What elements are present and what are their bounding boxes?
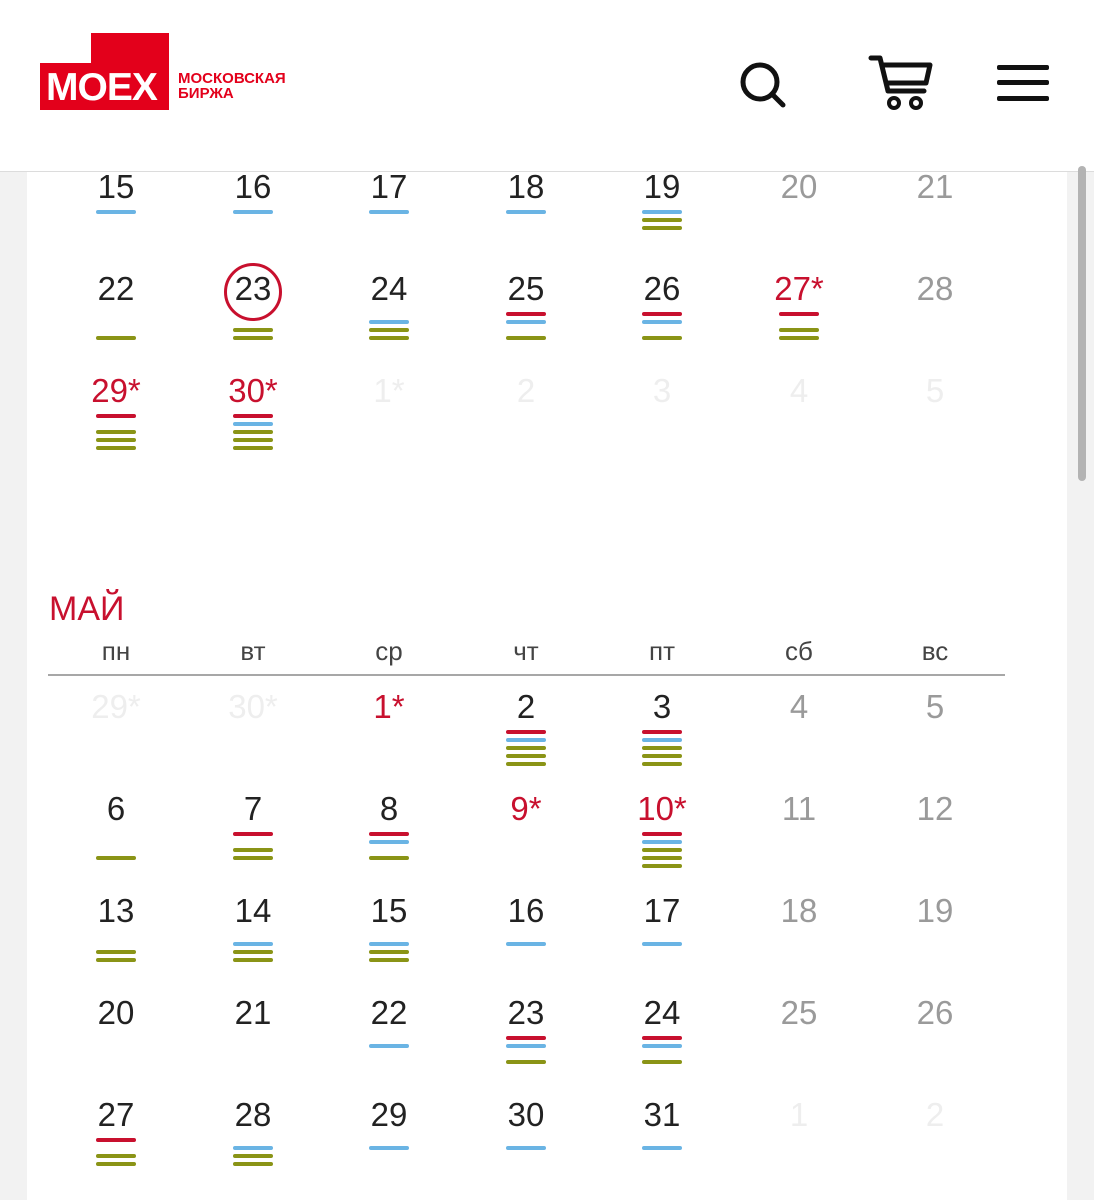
day-number: 20 [97, 994, 135, 1031]
month-title-may: МАЙ [49, 590, 125, 628]
red-event-marker [642, 1036, 682, 1040]
event-markers [506, 312, 546, 344]
calendar-day[interactable] [66, 993, 166, 1083]
event-markers [369, 832, 409, 864]
red-event-marker [233, 832, 273, 836]
event-markers [233, 832, 273, 864]
moex-logo[interactable] [40, 33, 169, 110]
event-markers [369, 934, 409, 966]
green-event-marker [506, 746, 546, 750]
green-event-marker [233, 336, 273, 340]
calendar-day[interactable] [476, 269, 576, 359]
green-event-marker [96, 1162, 136, 1166]
event-markers [642, 730, 682, 770]
green-event-marker [369, 856, 409, 860]
day-number: 31 [643, 1096, 681, 1133]
green-event-marker [642, 218, 682, 222]
green-event-marker [233, 1162, 273, 1166]
menu-icon[interactable] [996, 63, 1050, 103]
day-number: 1 [789, 1096, 809, 1133]
logo-subtitle [178, 71, 286, 101]
green-event-marker [369, 336, 409, 340]
green-event-marker [233, 856, 273, 860]
green-event-marker [642, 856, 682, 860]
event-markers [506, 934, 546, 950]
event-markers [369, 1138, 409, 1154]
calendar-day[interactable] [885, 269, 985, 359]
event-markers [233, 210, 273, 218]
calendar-day [612, 371, 712, 461]
day-number: 22 [370, 994, 408, 1031]
event-markers [506, 210, 546, 218]
day-number: 27* [774, 270, 824, 307]
green-event-marker [642, 336, 682, 340]
calendar-day[interactable] [749, 993, 849, 1083]
day-number: 17 [643, 892, 681, 929]
event-markers [96, 1138, 136, 1170]
day-number: 20 [780, 172, 818, 205]
day-number: 10* [637, 790, 687, 827]
calendar-day[interactable] [339, 687, 439, 777]
day-number: 4 [789, 372, 809, 409]
site-header [0, 0, 1094, 172]
calendar-day[interactable] [476, 1095, 576, 1185]
event-markers [233, 1138, 273, 1170]
day-number: 17 [370, 172, 408, 205]
green-event-marker [233, 328, 273, 332]
day-number: 26 [643, 270, 681, 307]
event-markers [369, 312, 409, 344]
day-number: 21 [916, 172, 954, 205]
event-markers [642, 1138, 682, 1154]
green-event-marker [233, 430, 273, 434]
search-icon[interactable] [738, 60, 788, 110]
day-number: 13 [97, 892, 135, 929]
blue-event-marker [96, 210, 136, 214]
event-markers [233, 312, 273, 344]
weekday-label: ср [375, 636, 403, 666]
green-event-marker [642, 848, 682, 852]
calendar-day[interactable] [476, 789, 576, 879]
calendar-day[interactable] [612, 993, 712, 1083]
day-number: 19 [643, 172, 681, 205]
event-markers [642, 210, 682, 234]
day-number: 24 [643, 994, 681, 1031]
red-event-marker [233, 414, 273, 418]
blue-event-marker [642, 840, 682, 844]
red-event-marker [506, 730, 546, 734]
calendar-day[interactable] [612, 1095, 712, 1185]
green-event-marker [96, 438, 136, 442]
day-number: 18 [507, 172, 545, 205]
day-number: 25 [780, 994, 818, 1031]
blue-event-marker [369, 1044, 409, 1048]
day-number: 1* [373, 688, 405, 725]
green-event-marker [96, 430, 136, 434]
event-markers [96, 832, 136, 864]
blue-event-marker [369, 320, 409, 324]
green-event-marker [369, 950, 409, 954]
calendar-day[interactable] [476, 891, 576, 981]
event-markers [642, 1036, 682, 1068]
blue-event-marker [506, 1044, 546, 1048]
event-markers [506, 1138, 546, 1154]
calendar-day [339, 371, 439, 461]
scrollbar-thumb[interactable] [1078, 166, 1086, 481]
day-number: 23 [507, 994, 545, 1031]
day-number: 15 [370, 892, 408, 929]
cart-icon[interactable] [868, 53, 934, 113]
calendar-day[interactable] [476, 172, 576, 257]
event-markers [506, 1036, 546, 1068]
calendar-day[interactable] [612, 269, 712, 359]
red-event-marker [506, 312, 546, 316]
day-number: 25 [507, 270, 545, 307]
weekday-label: вс [921, 636, 949, 666]
calendar-day[interactable] [203, 891, 303, 981]
calendar-day[interactable] [203, 993, 303, 1083]
day-number: 5 [925, 688, 945, 725]
green-event-marker [642, 226, 682, 230]
red-event-marker [642, 312, 682, 316]
calendar-day[interactable] [339, 1095, 439, 1185]
calendar-day[interactable] [339, 172, 439, 257]
green-event-marker [96, 446, 136, 450]
blue-event-marker [642, 210, 682, 214]
green-event-marker [233, 848, 273, 852]
blue-event-marker [233, 942, 273, 946]
calendar-day [885, 371, 985, 461]
blue-event-marker [506, 320, 546, 324]
day-number: 7 [243, 790, 263, 827]
day-number: 19 [916, 892, 954, 929]
blue-event-marker [233, 210, 273, 214]
calendar-day[interactable] [203, 1095, 303, 1185]
calendar-day [476, 371, 576, 461]
calendar-day[interactable] [203, 789, 303, 879]
event-markers [369, 210, 409, 218]
calendar-day[interactable] [749, 789, 849, 879]
calendar-day[interactable] [339, 993, 439, 1083]
green-event-marker [779, 328, 819, 332]
green-event-marker [369, 328, 409, 332]
weekday-label: чт [513, 636, 539, 666]
blue-event-marker [642, 1044, 682, 1048]
green-event-marker [233, 950, 273, 954]
green-event-marker [506, 336, 546, 340]
calendar-day[interactable] [66, 1095, 166, 1185]
red-event-marker [642, 730, 682, 734]
blue-event-marker [506, 942, 546, 946]
event-markers [642, 832, 682, 872]
calendar-day[interactable] [66, 371, 166, 461]
green-event-marker [506, 762, 546, 766]
green-event-marker [96, 950, 136, 954]
event-markers [642, 934, 682, 950]
red-event-marker [96, 414, 136, 418]
green-event-marker [642, 762, 682, 766]
calendar-day[interactable] [885, 687, 985, 777]
day-number: 1* [373, 372, 405, 409]
calendar-day [66, 687, 166, 777]
weekday-label: вт [240, 636, 266, 666]
day-number: 8 [379, 790, 399, 827]
green-event-marker [96, 958, 136, 962]
calendar-day[interactable] [749, 891, 849, 981]
calendar-day[interactable] [66, 891, 166, 981]
blue-event-marker [506, 1146, 546, 1150]
calendar-day[interactable] [749, 687, 849, 777]
blue-event-marker [506, 210, 546, 214]
calendar-day [885, 1095, 985, 1185]
green-event-marker [506, 754, 546, 758]
red-event-marker [369, 832, 409, 836]
green-event-marker [642, 1060, 682, 1064]
green-event-marker [506, 1060, 546, 1064]
green-event-marker [779, 336, 819, 340]
day-number: 9* [510, 790, 542, 827]
green-event-marker [233, 446, 273, 450]
calendar-day[interactable] [476, 687, 576, 777]
event-markers [233, 934, 273, 966]
calendar-day[interactable] [612, 891, 712, 981]
event-markers [506, 730, 546, 770]
logo-accent [91, 33, 169, 65]
day-number: 2 [925, 1096, 945, 1133]
calendar-day[interactable] [66, 269, 166, 359]
event-markers [642, 312, 682, 344]
day-number: 29* [91, 688, 141, 725]
blue-event-marker [369, 1146, 409, 1150]
weekday-label: пт [649, 636, 675, 666]
event-markers [96, 210, 136, 218]
day-number: 3 [652, 372, 672, 409]
blue-event-marker [233, 422, 273, 426]
red-event-marker [642, 832, 682, 836]
green-event-marker [96, 1154, 136, 1158]
red-event-marker [96, 1138, 136, 1142]
day-number: 30* [228, 372, 278, 409]
calendar-day[interactable] [203, 269, 303, 359]
day-number: 4 [789, 688, 809, 725]
calendar-day[interactable] [339, 789, 439, 879]
day-number: 2 [516, 372, 536, 409]
calendar-day[interactable] [476, 993, 576, 1083]
calendar-day[interactable] [339, 269, 439, 359]
day-number: 23 [234, 270, 272, 307]
day-number: 14 [234, 892, 272, 929]
logo-subtitle-line-1: МОСКОВСКАЯ [178, 70, 286, 87]
green-event-marker [233, 958, 273, 962]
green-event-marker [233, 1154, 273, 1158]
weekday-label: сб [785, 636, 813, 666]
calendar-content [27, 172, 1067, 1200]
blue-event-marker [369, 942, 409, 946]
calendar-day[interactable] [339, 891, 439, 981]
event-markers [96, 414, 136, 454]
green-event-marker [642, 746, 682, 750]
calendar-day[interactable] [612, 789, 712, 879]
green-event-marker [96, 336, 136, 340]
green-event-marker [233, 438, 273, 442]
blue-event-marker [642, 942, 682, 946]
day-number: 16 [507, 892, 545, 929]
calendar-day [749, 371, 849, 461]
calendar-day [203, 687, 303, 777]
blue-event-marker [642, 1146, 682, 1150]
day-number: 3 [652, 688, 672, 725]
blue-event-marker [642, 320, 682, 324]
blue-event-marker [233, 1146, 273, 1150]
calendar-day[interactable] [885, 789, 985, 879]
day-number: 28 [916, 270, 954, 307]
event-markers [96, 934, 136, 966]
weekday-label: пн [101, 636, 131, 666]
blue-event-marker [642, 738, 682, 742]
event-markers [369, 1036, 409, 1052]
day-number: 16 [234, 172, 272, 205]
day-number: 22 [97, 270, 135, 307]
calendar-day[interactable] [203, 371, 303, 461]
day-number: 24 [370, 270, 408, 307]
green-event-marker [369, 958, 409, 962]
blue-event-marker [369, 840, 409, 844]
logo-subtitle-line-2: БИРЖА [178, 85, 234, 102]
day-number: 5 [925, 372, 945, 409]
calendar-day[interactable] [612, 172, 712, 257]
calendar-day[interactable] [885, 993, 985, 1083]
calendar-day[interactable] [66, 172, 166, 257]
event-markers [233, 414, 273, 454]
calendar-day [749, 1095, 849, 1185]
event-markers [779, 312, 819, 344]
green-event-marker [96, 856, 136, 860]
day-number: 18 [780, 892, 818, 929]
red-event-marker [506, 1036, 546, 1040]
day-number: 11 [781, 790, 817, 827]
day-number: 12 [916, 790, 954, 827]
day-number: 15 [97, 172, 135, 205]
logo-text: MOEX [46, 66, 157, 109]
event-markers [96, 312, 136, 344]
calendar-day[interactable] [749, 172, 849, 257]
calendar-day[interactable] [885, 172, 985, 257]
day-number: 28 [234, 1096, 272, 1133]
calendar-day[interactable] [203, 172, 303, 257]
day-number: 27 [97, 1096, 135, 1133]
day-number: 21 [234, 994, 272, 1031]
day-number: 29* [91, 372, 141, 409]
day-number: 30 [507, 1096, 545, 1133]
day-number: 6 [106, 790, 126, 827]
red-event-marker [779, 312, 819, 316]
blue-event-marker [369, 210, 409, 214]
day-number: 2 [516, 688, 536, 725]
blue-event-marker [506, 738, 546, 742]
green-event-marker [642, 864, 682, 868]
calendar-day[interactable] [749, 269, 849, 359]
green-event-marker [642, 754, 682, 758]
calendar-day[interactable] [66, 789, 166, 879]
day-number: 30* [228, 688, 278, 725]
calendar-day[interactable] [612, 687, 712, 777]
weekday-divider [48, 674, 1005, 676]
day-number: 29 [370, 1096, 408, 1133]
day-number: 26 [916, 994, 954, 1031]
calendar-day[interactable] [885, 891, 985, 981]
